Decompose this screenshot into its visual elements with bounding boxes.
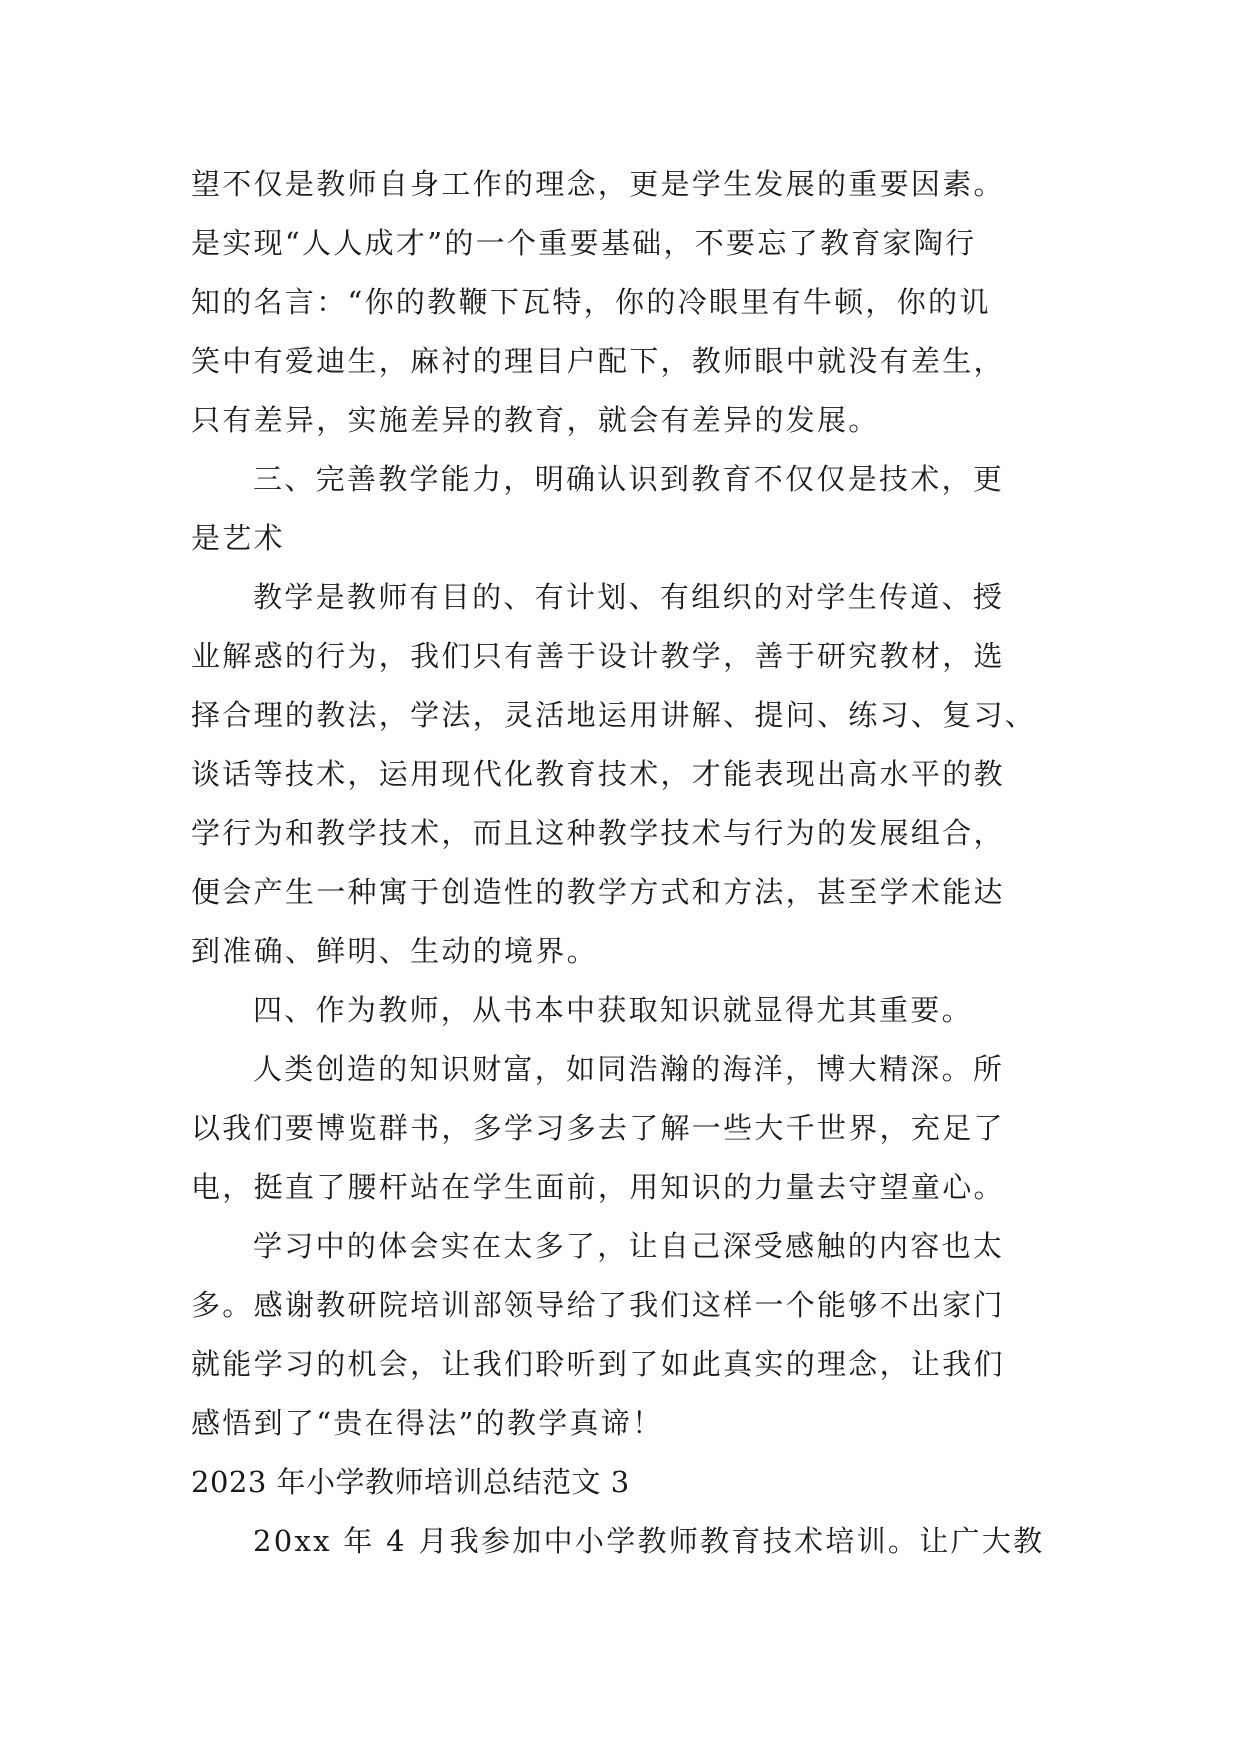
text-line: 业解惑的行为，我们只有善于设计教学，善于研究教材，选: [191, 639, 1005, 673]
text-line: 择合理的教法，学法，灵活地运用讲解、提问、练习、复习、: [191, 698, 1037, 732]
text-line: 是实现“人人成才”的一个重要基础，不要忘了教育家陶行: [191, 226, 977, 260]
paragraph-start: 学习中的体会实在太多了，让自己深受感触的内容也太: [253, 1229, 1005, 1263]
text-line: 感悟到了“贵在得法”的教学真谛！: [191, 1406, 664, 1440]
section-heading-3: 三、完善教学能力，明确认识到教育不仅仅是技术，更: [253, 462, 1005, 496]
article-title: 2023 年小学教师培训总结范文 3: [191, 1465, 630, 1499]
text-line: 以我们要博览群书，多学习多去了解一些大千世界，充足了: [191, 1111, 1005, 1145]
text-line: 笑中有爱迪生，麻衬的理目户配下，教师眼中就没有差生，: [191, 344, 1005, 378]
text-line: 望不仅是教师自身工作的理念，更是学生发展的重要因素。: [191, 167, 1005, 201]
text-line: 就能学习的机会，让我们聆听到了如此真实的理念，让我们: [191, 1347, 1005, 1381]
text-line: 是艺术: [191, 521, 285, 555]
text-line: 谈话等技术，运用现代化教育技术，才能表现出高水平的教: [191, 757, 1005, 791]
paragraph-start: 20xx 年 4 月我参加中小学教师教育技术培训。让广大教: [253, 1524, 1045, 1558]
text-line: 知的名言：“你的教鞭下瓦特，你的冷眼里有牛顿，你的讥: [191, 285, 991, 319]
text-line: 只有差异，实施差异的教育，就会有差异的发展。: [191, 403, 880, 437]
document-body: [191, 155, 1071, 1571]
text-line: 到准确、鲜明、生动的境界。: [191, 934, 598, 968]
paragraph-start: 人类创造的知识财富，如同浩瀚的海洋，博大精深。所: [253, 1052, 1005, 1086]
text-line: 多。感谢教研院培训部领导给了我们这样一个能够不出家门: [191, 1288, 1005, 1322]
text-line: 便会产生一种寓于创造性的教学方式和方法，甚至学术能达: [191, 875, 1005, 909]
paragraph-start: 教学是教师有目的、有计划、有组织的对学生传道、授: [253, 580, 1005, 614]
text-line: 电，挺直了腰杆站在学生面前，用知识的力量去守望童心。: [191, 1170, 1005, 1204]
text-line: 学行为和教学技术，而且这种教学技术与行为的发展组合，: [191, 816, 1005, 850]
section-heading-4: 四、作为教师，从书本中获取知识就显得尤其重要。: [253, 993, 973, 1027]
